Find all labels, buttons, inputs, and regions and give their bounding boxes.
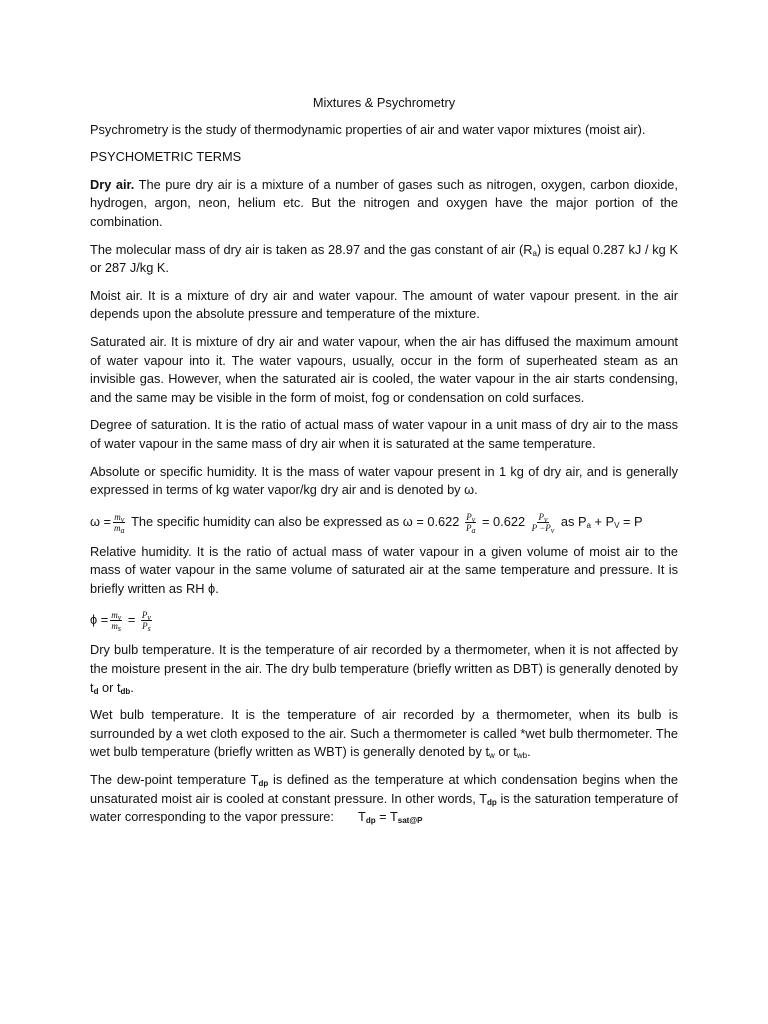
dbt-sub-1: d	[93, 686, 99, 696]
dp-sub-2: dp	[487, 797, 497, 807]
phi-lhs: ϕ =	[90, 612, 109, 628]
dry-air-paragraph	[90, 176, 678, 232]
omega-eq2: = 0.622	[478, 513, 529, 529]
omega-tail-sub-a: a	[586, 520, 591, 530]
f3-num-sub: v	[543, 514, 548, 524]
phi-f2-num: P	[141, 610, 148, 621]
phi-eq: =	[124, 612, 139, 628]
f2-num-sub: v	[471, 514, 476, 524]
omega-mid-text: The specific humidity can also be expressed as ω = 0.622	[127, 513, 463, 529]
dew-point-paragraph	[90, 771, 678, 827]
phi-f1-den-sub: s	[117, 624, 122, 634]
phi-fraction-2	[141, 610, 152, 634]
degree-of-saturation-paragraph: Degree of saturation. It is the ratio of actual mass of water vapour in a unit mass of dry air to the mass of water vapour in the same mass of dry air when it is saturated at the same temperature.	[90, 417, 678, 451]
wet-bulb-paragraph	[90, 706, 678, 762]
f1-den-sub: a	[120, 525, 125, 535]
dp-eq-b: = T	[375, 809, 398, 825]
phi-f1-num: m	[111, 610, 118, 621]
f3-den: P −P	[531, 522, 551, 533]
wbt-text-a: Wet bulb temperature. It is the temperature of air recorded by a thermometer, when its bulb is surrounded by a wet cloth exposed to the air. Such a thermometer is called *wet bulb thermometer. The wet bulb temperature (briefly written as WBT) is generally denoted by t	[90, 707, 678, 760]
wbt-text-b: or t	[494, 744, 517, 760]
phi-f1-den: m	[111, 621, 118, 632]
saturated-air-paragraph: Saturated air. It is mixture of dry air and water vapour, when the air has diffused the maximum amount of water vapour into it. The water vapours, usually, occur in the form of superheated steam as an invisible gas. However, when the saturated air is cooled, the water vapour in the air starts condensing, and the same may be visible in the form of moist, fog or condensation on cold surfaces.	[90, 333, 678, 405]
omega-tail-b: + P	[590, 513, 615, 529]
dbt-text-a: Dry bulb temperature. It is the temperature of air recorded by a thermometer, when it is not affected by the moisture present in the air. The dry bulb temperature (briefly written as DBT) is generally denoted by t	[90, 642, 678, 695]
dp-text-a: The dew-point temperature T	[90, 772, 259, 788]
omega-lhs: ω =	[90, 513, 112, 529]
dp-eq-sub-1: dp	[365, 816, 376, 826]
phi-equation	[90, 610, 678, 634]
dp-text-b: is defined as the temperature at which condensation begins when the unsaturated moist air is cooled at constant pressure. In other words, T	[90, 772, 678, 806]
f1-num-sub: v	[120, 514, 125, 524]
wbt-text-c: .	[527, 744, 531, 760]
dp-eq-sub-2: sat@P	[397, 816, 423, 826]
omega-tail-c: = P	[619, 513, 643, 529]
dry-air-text: The pure dry air is a mixture of a number of gases such as nitrogen, oxygen, carbon dioxide, hydrogen, argon, neon, helium etc. But the nitrogen and oxygen have the major portion of the combination.	[90, 176, 678, 229]
f2-den: P	[465, 522, 472, 533]
dp-eq-a: T	[358, 809, 366, 825]
moist-air-paragraph: Moist air. It is a mixture of dry air and water vapour. The amount of water vapour present. in the air depends upon the absolute pressure and temperature of the mixture.	[90, 287, 678, 322]
phi-f2-num-sub: v	[147, 613, 151, 623]
omega-equation	[90, 512, 678, 533]
intro-paragraph: Psychrometry is the study of thermodynamic properties of air and water vapor mixtures (moist air).	[90, 121, 646, 137]
f1-den: m	[114, 522, 121, 533]
f3-num: P	[538, 511, 544, 522]
absolute-humidity-paragraph: Absolute or specific humidity. It is the mass of water vapour present in 1 kg of dry air, and is generally expressed in terms of kg water vapor/kg dry air and is denoted by ω.	[90, 463, 678, 498]
wbt-sub-2: wb	[516, 751, 528, 761]
f1-num: m	[114, 511, 121, 522]
f2-num: P	[466, 511, 472, 522]
molecular-text-b: ) is equal 0.287 kJ / kg K or 287 J/kg K.	[90, 241, 678, 276]
molecular-mass-paragraph	[90, 241, 678, 278]
dry-bulb-paragraph	[90, 641, 678, 697]
dbt-text-c: .	[130, 679, 134, 695]
phi-f1-num-sub: v	[117, 613, 122, 623]
relative-humidity-paragraph: Relative humidity. It is the ratio of actual mass of water vapour in a given volume of moist air to the mass of water vapour in the same volume of saturated air at the same temperature and pressure. It is briefly written as RH ϕ.	[90, 543, 678, 596]
phi-fraction-1	[110, 610, 122, 634]
molecular-text-a: The molecular mass of dry air is taken as 28.97 and the gas constant of air (R	[90, 241, 533, 257]
omega-tail-a: as P	[557, 513, 587, 529]
phi-f2-den-sub: s	[147, 624, 151, 634]
document-title: Mixtures & Psychrometry	[312, 95, 456, 110]
dp-text-c: is the saturation temperature of water corresponding to the vapor pressure:	[90, 790, 678, 825]
wbt-sub-1: w	[489, 751, 495, 761]
f3-den-sub: v	[550, 525, 555, 535]
phi-f2-den: P	[142, 621, 148, 632]
f2-den-sub: a	[471, 525, 476, 535]
omega-fraction-1	[113, 512, 126, 533]
dp-sub-1: dp	[258, 779, 269, 789]
omega-tail-sub-v: V	[614, 520, 620, 530]
section-heading: PSYCHOMETRIC TERMS	[90, 149, 242, 165]
molecular-sub: a	[532, 248, 537, 258]
dbt-text-b: or t	[98, 679, 121, 695]
dry-air-term: Dry air.	[90, 176, 135, 192]
omega-fraction-3	[531, 512, 556, 533]
omega-fraction-2	[465, 512, 477, 533]
dbt-sub-2: db	[120, 686, 131, 696]
